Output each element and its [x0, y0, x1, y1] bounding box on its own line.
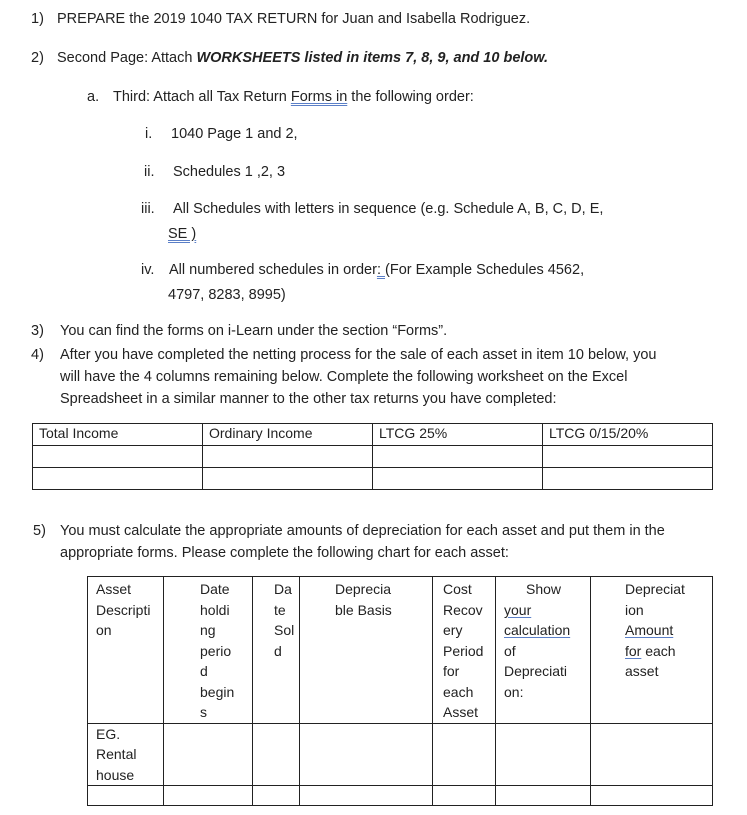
item-iii: iii. All Schedules with letters in sequence (e.g. Schedule A, B, C, D, E,	[141, 201, 604, 217]
ltcg-0-15-20-cell[interactable]	[543, 468, 713, 490]
ltcg-25-cell[interactable]	[373, 468, 543, 490]
item-5-line2: appropriate forms. Please complete the following chart for each asset:	[60, 545, 509, 561]
date-holding-begins-cell[interactable]	[164, 723, 253, 786]
header-asset-description: Asset Descripti on	[88, 577, 164, 724]
item-3: 3) You can find the forms on i-Learn under the section “Forms”.	[31, 323, 448, 339]
depreciation-chart-table	[87, 576, 713, 806]
header-depreciation-amount: Depreciat ion Amount for each asset	[591, 577, 713, 724]
depreciable-basis-cell[interactable]	[300, 786, 433, 806]
item-4-line3: Spreadsheet in a similar manner to the other tax returns you have completed:	[60, 391, 557, 407]
item-i: i. 1040 Page 1 and 2,	[145, 126, 298, 142]
header-ltcg-25: LTCG 25%	[373, 424, 543, 446]
depreciation-header-row	[88, 577, 713, 724]
depreciation-amount-cell[interactable]	[591, 723, 713, 786]
depreciation-example-row	[88, 723, 713, 786]
income-row	[33, 446, 713, 468]
total-income-cell[interactable]	[33, 468, 203, 490]
header-show-calculation: Show your calculation of Depreciati on:	[496, 577, 591, 724]
income-row	[33, 468, 713, 490]
cost-recovery-period-cell[interactable]	[433, 723, 496, 786]
total-income-cell[interactable]	[33, 446, 203, 468]
header-date-holding-begins: Date holdi ng perio d begin s	[164, 577, 253, 724]
date-sold-cell[interactable]	[253, 786, 300, 806]
item-iv-line2: 4797, 8283, 8995)	[168, 287, 286, 303]
ordinary-income-cell[interactable]	[203, 446, 373, 468]
item-1: 1) PREPARE the 2019 1040 TAX RETURN for Juan and Isabella Rodriguez.	[31, 11, 531, 27]
item-4-line2: will have the 4 columns remaining below. Complete the following worksheet on the Excel	[60, 369, 628, 385]
depreciation-blank-row	[88, 786, 713, 806]
ltcg-0-15-20-cell[interactable]	[543, 446, 713, 468]
header-cost-recovery-period: Cost Recov ery Period for each Asset	[433, 577, 496, 724]
cost-recovery-period-cell[interactable]	[433, 786, 496, 806]
ordinary-income-cell[interactable]	[203, 468, 373, 490]
header-date-sold: Da te Sol d	[253, 577, 300, 724]
calculation-cell[interactable]	[496, 723, 591, 786]
depreciable-basis-cell[interactable]	[300, 723, 433, 786]
item-4: 4) After you have completed the netting process for the sale of each asset in item 10 below, you	[31, 347, 657, 363]
income-header-row	[33, 424, 713, 446]
item-2a: a. Third: Attach all Tax Return Forms in the following order:	[87, 89, 474, 105]
item-iv: iv. All numbered schedules in order: (For Example Schedules 4562,	[141, 262, 585, 278]
header-ordinary-income: Ordinary Income	[203, 424, 373, 446]
date-holding-begins-cell[interactable]	[164, 786, 253, 806]
date-sold-cell[interactable]	[253, 723, 300, 786]
ltcg-25-cell[interactable]	[373, 446, 543, 468]
item-iii-line2: SE )	[168, 226, 197, 242]
header-depreciable-basis: Deprecia ble Basis	[300, 577, 433, 724]
asset-description-cell[interactable]	[88, 786, 164, 806]
income-worksheet-table	[32, 423, 713, 490]
item-2: 2) Second Page: Attach WORKSHEETS listed in items 7, 8, 9, and 10 below.	[31, 50, 549, 66]
item-5: 5) You must calculate the appropriate amounts of depreciation for each asset and put them in the	[33, 523, 665, 539]
example-asset-description: EG. Rental house	[88, 723, 164, 786]
item-ii: ii. Schedules 1 ,2, 3	[144, 164, 286, 180]
header-ltcg-0-15-20: LTCG 0/15/20%	[543, 424, 713, 446]
header-total-income: Total Income	[33, 424, 203, 446]
calculation-cell[interactable]	[496, 786, 591, 806]
depreciation-amount-cell[interactable]	[591, 786, 713, 806]
